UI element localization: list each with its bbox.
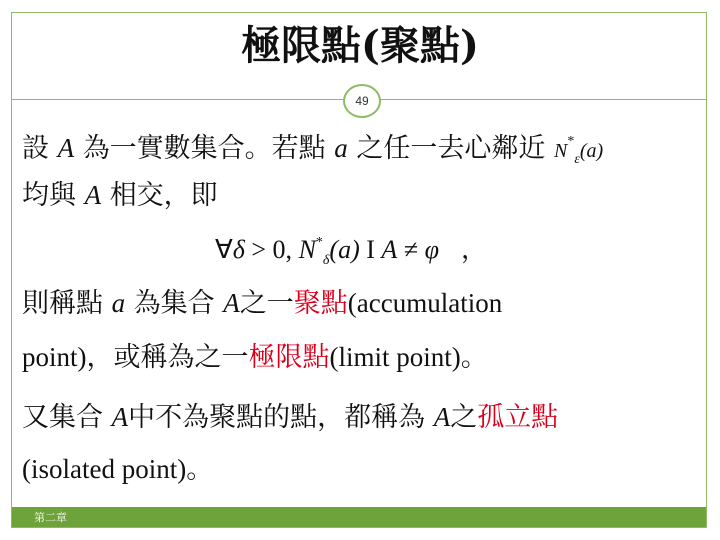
formula-text: > 0, xyxy=(244,235,299,264)
formula-sub-delta: δ xyxy=(322,253,330,268)
isolated-line-1 xyxy=(22,400,558,435)
accumulation-text: 則稱點 xyxy=(22,288,103,319)
neq-symbol: ≠ xyxy=(397,235,425,264)
set-variable: A xyxy=(111,402,129,432)
formula-arg: (a) xyxy=(329,235,360,264)
accumulation-text: 為集合 xyxy=(133,288,215,319)
point-variable: a xyxy=(111,288,126,318)
isolated-text: 之 xyxy=(450,402,478,433)
limit-point-term: 極限點 xyxy=(248,342,330,373)
set-variable: A xyxy=(57,133,75,163)
limit-point-english: (limit point)。 xyxy=(329,342,488,372)
accumulation-english: (accumulation xyxy=(347,288,503,318)
delta-symbol: δ xyxy=(232,235,245,264)
slide-title: 極限點(聚點) xyxy=(241,22,479,69)
intersection-symbol: I xyxy=(359,235,382,264)
chapter-label: 第二章 xyxy=(34,512,67,524)
definition-line-1 xyxy=(22,125,603,177)
accumulation-point-term: 聚點 xyxy=(293,288,348,319)
formula-A: A xyxy=(381,235,398,264)
definition-text: 為一實數集合。若點 xyxy=(82,133,326,164)
accumulation-text: point)，或稱為之一 xyxy=(22,342,249,372)
empty-set-symbol: φ xyxy=(424,235,439,264)
set-variable: A xyxy=(223,288,240,318)
definition-text: 之任一去心鄰近 xyxy=(356,133,546,164)
page-number-badge: 49 xyxy=(343,84,381,118)
isolated-line-2: (isolated point)。 xyxy=(22,454,214,484)
formula-N: N xyxy=(298,235,316,264)
accumulation-text: 之一 xyxy=(239,288,294,319)
definition-text: 相交，即 xyxy=(109,180,218,211)
set-variable: A xyxy=(433,402,451,432)
accumulation-line-1 xyxy=(22,286,502,321)
neighborhood-formula xyxy=(215,229,487,269)
definition-text: 均與 xyxy=(22,180,76,211)
forall-symbol: ∀ xyxy=(215,235,233,264)
point-variable: a xyxy=(334,133,348,163)
isolated-point-term: 孤立點 xyxy=(477,402,559,433)
isolated-text: 又集合 xyxy=(22,402,103,433)
formula-comma: ， xyxy=(460,235,487,264)
formula-star: * xyxy=(315,235,323,250)
footer-bar xyxy=(12,507,706,527)
deleted-neighborhood-notation: $N^*_\varepsilon(a)$ xyxy=(553,134,604,167)
accumulation-line-2 xyxy=(22,340,488,375)
set-variable: A xyxy=(84,180,102,210)
isolated-text: 中不為聚點的點，都稱為 xyxy=(128,402,426,433)
definition-line-2 xyxy=(22,178,218,213)
definition-text: 設 xyxy=(22,133,49,164)
